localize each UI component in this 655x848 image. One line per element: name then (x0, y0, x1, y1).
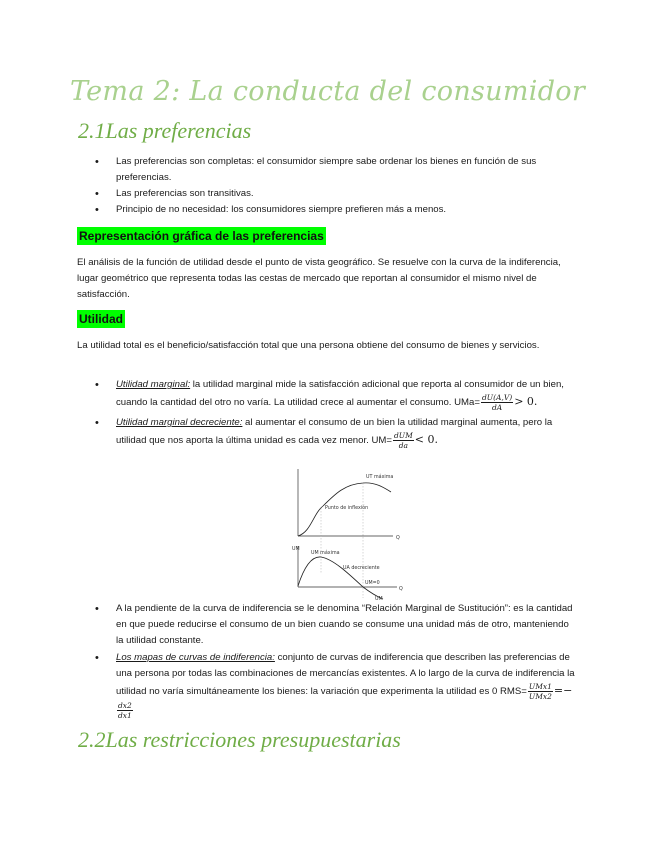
term-utilidad-marginal: Utilidad marginal: (116, 379, 191, 390)
inequality: > 0. (514, 395, 538, 409)
fraction-denominator: dx1 (118, 711, 132, 720)
equals-minus: =− (553, 684, 573, 698)
mapas-text: conjunto de curvas de indiferencia que describen las preferencias de una persona por todas las combinaciones de mercancías existentes. A lo largo de la curva de indiferencia la utilidad no varía simultáneamente los bienes: la variación que experimenta la utilidad es 0 RMS= (116, 652, 575, 698)
list-item: • Las preferencias son transitivas. (95, 186, 575, 202)
fraction-denominator: UMx2 (528, 692, 552, 701)
fraction-numerator: dU(A,V) (481, 393, 513, 402)
list-item-mapas (95, 650, 575, 720)
fraction-uma (481, 393, 513, 412)
fraction-denominator: dA (491, 403, 503, 412)
label-ua-decreciente: UA decreciente (343, 566, 380, 571)
heading-utilidad: Utilidad (79, 312, 123, 326)
label-um-lower: UM (375, 597, 383, 602)
label-um-max: UM máxima (311, 551, 340, 556)
indiferencia-list (95, 601, 575, 720)
page-title: Tema 2: La conducta del consumidor (69, 76, 586, 107)
fraction-rms (528, 682, 553, 701)
utilidad-paragraph: La utilidad total es el beneficio/satisfacción total que una persona obtiene del consumo de bienes y servicios. (77, 340, 540, 351)
section-heading-restricciones: 2.2Las restricciones presupuestarias (78, 727, 401, 752)
term-mapas: Los mapas de curvas de indiferencia: (116, 652, 275, 663)
utility-diagram (283, 466, 408, 602)
term-utilidad-decreciente: Utilidad marginal decreciente: (116, 417, 243, 428)
utilidad-list (95, 377, 575, 450)
list-item-utilidad-decreciente (95, 415, 575, 450)
utilidad-decreciente-text: al aumentar el consumo de un bien la utilidad marginal aumenta, pero la utilidad que nos aporta la última unidad es cada vez menor. UM= (116, 417, 553, 447)
preferences-list (95, 154, 575, 218)
fraction-dx (117, 701, 133, 720)
label-ut-max: UT máxima (366, 475, 394, 480)
list-item: • Las preferencias son completas: el consumidor siempre sabe ordenar los bienes en función de sus preferencias. (95, 154, 575, 186)
marginal-utility-curve (298, 557, 383, 599)
label-q-upper: Q (396, 536, 400, 541)
representacion-paragraph: El análisis de la función de utilidad desde el punto de vista geográfico. Se resuelve con la curva de la indiferencia, lugar geométrico que representa todas las cestas de mercado que reportan al consumidor el mismo nivel de satisfacción. (77, 257, 561, 300)
heading-representacion: Representación gráfica de las preferencias (79, 229, 324, 243)
list-item-utilidad-marginal (95, 377, 575, 412)
fraction-um (393, 431, 414, 450)
label-um-zero: UM=0 (365, 581, 380, 586)
fraction-numerator: dUM (393, 431, 413, 440)
utilidad-marginal-text: la utilidad marginal mide la satisfacción adicional que reporta al consumidor de un bien, cuando la cantidad del otro no varía. La utilidad crece al aumentar el consumo. UMa= (116, 379, 564, 409)
inequality: < 0. (414, 433, 439, 447)
fraction-numerator: dx2 (118, 701, 132, 710)
label-q-lower: Q (399, 587, 403, 592)
fraction-denominator: da (398, 441, 409, 450)
label-inflexion: Punto de inflexión (325, 506, 369, 511)
section-heading-preferencias: 2.1Las preferencias (78, 118, 252, 143)
label-um-axis: UM (292, 547, 300, 552)
list-item: • Principio de no necesidad: los consumidores siempre prefieren más a menos. (95, 202, 575, 218)
list-item-rms: • A la pendiente de la curva de indiferencia se le denomina “Relación Marginal de Sustitución”: es la cantidad en que puede reducirse el consumo de un bien cuando se consume una unidad más de otro, manteniendo la utilidad constante. (95, 601, 575, 649)
fraction-numerator: UMx1 (528, 682, 552, 691)
